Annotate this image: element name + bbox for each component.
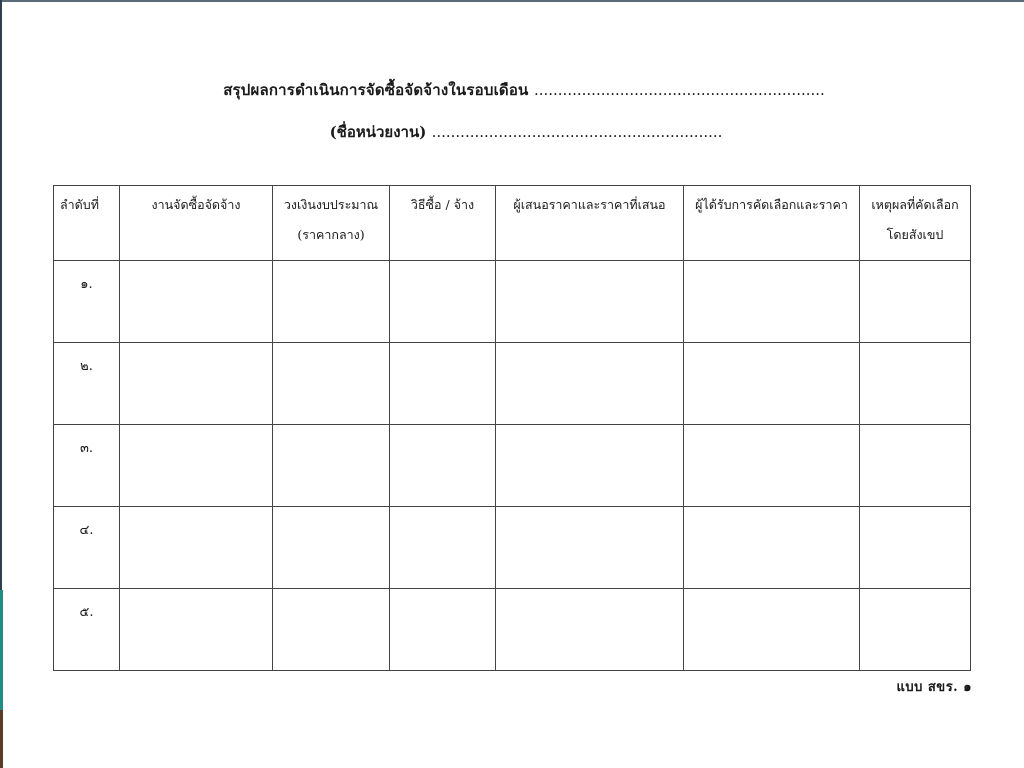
cell-bidders[interactable] [496,589,684,671]
header-label: ผู้เสนอราคาและราคาที่เสนอ [513,197,666,212]
header-sublabel: โดยสังเขป [886,227,944,242]
frame-left-accent-bottom [0,710,3,768]
table-row [54,507,971,589]
header-label: วงเงินงบประมาณ [283,197,379,212]
cell-budget[interactable] [273,589,390,671]
cell-procurement-work[interactable] [120,261,273,343]
cell-procurement-work[interactable] [120,589,273,671]
cell-selected-vendor[interactable] [684,261,860,343]
cell-procurement-work[interactable] [120,343,273,425]
header-label: ลำดับที่ [60,197,99,212]
cell-budget[interactable] [273,261,390,343]
header-procurement-work [120,186,273,261]
cell-reason[interactable] [860,261,971,343]
title-fill-line: ............................................................. [533,81,825,99]
cell-selected-vendor[interactable] [684,507,860,589]
form-code: แบบ สขร. ๑ [896,680,972,695]
header-bidders [496,186,684,261]
cell-budget[interactable] [273,343,390,425]
cell-reason[interactable] [860,343,971,425]
cell-budget[interactable] [273,425,390,507]
row-number: ๑. [54,261,120,343]
header-label: ผู้ได้รับการคัดเลือกและราคา [695,197,848,212]
header-label: งานจัดซื้อจัดจ้าง [151,197,241,212]
row-number: ๕. [54,589,120,671]
cell-method[interactable] [390,589,496,671]
table-row [54,261,971,343]
table-row [54,589,971,671]
header-label: เหตุผลที่คัดเลือก [871,197,959,212]
cell-procurement-work[interactable] [120,425,273,507]
header-selected-vendor [684,186,860,261]
header-sequence [54,186,120,261]
cell-selected-vendor[interactable] [684,589,860,671]
title-text: สรุปผลการดำเนินการจัดซื้อจัดจ้างในรอบเดือน [223,81,529,99]
procurement-summary-table [53,185,971,671]
cell-bidders[interactable] [496,261,684,343]
cell-bidders[interactable] [496,507,684,589]
cell-reason[interactable] [860,507,971,589]
header-method [390,186,496,261]
cell-bidders[interactable] [496,425,684,507]
cell-method[interactable] [390,507,496,589]
cell-method[interactable] [390,343,496,425]
table-row [54,343,971,425]
table-row [54,425,971,507]
unit-fill-line: ............................................................. [431,123,723,141]
cell-bidders[interactable] [496,343,684,425]
frame-left-accent [0,590,3,710]
header-budget [273,186,390,261]
document-title [0,78,1024,102]
row-number: ๓. [54,425,120,507]
cell-reason[interactable] [860,425,971,507]
frame-top-border [0,0,1024,2]
header-label: วิธีซื้อ / จ้าง [410,197,475,212]
cell-selected-vendor[interactable] [684,343,860,425]
cell-selected-vendor[interactable] [684,425,860,507]
cell-method[interactable] [390,425,496,507]
cell-method[interactable] [390,261,496,343]
unit-name-line [0,120,1024,144]
cell-procurement-work[interactable] [120,507,273,589]
cell-reason[interactable] [860,589,971,671]
header-sublabel: (ราคากลาง) [297,227,365,242]
table-header-row [54,186,971,261]
row-number: ๔. [54,507,120,589]
header-reason [860,186,971,261]
row-number: ๒. [54,343,120,425]
cell-budget[interactable] [273,507,390,589]
unit-label: (ชื่อหน่วยงาน) [329,123,427,141]
